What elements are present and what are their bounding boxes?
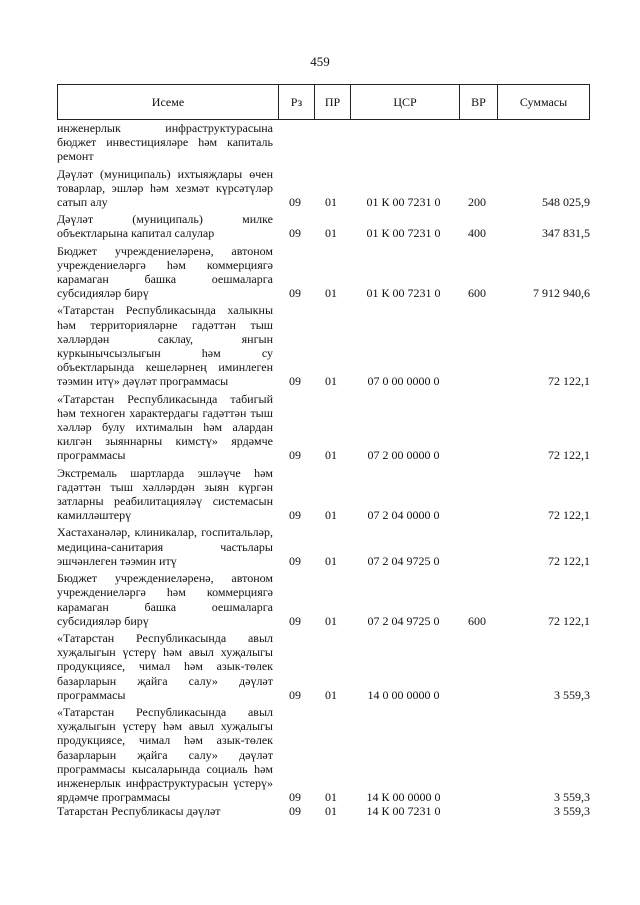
row-name: Экстремаль шартларда эшләүче һәм гадәттән тыш хәлләрдән зыян күргән затларны реабилитацияләү системасын камилләштерү <box>57 465 273 523</box>
table-row <box>57 121 590 164</box>
row-csr: 01 К 00 7231 0 <box>366 286 441 301</box>
header-sum: Суммасы <box>497 85 589 119</box>
row-sum: 548 025,9 <box>542 195 590 210</box>
row-name: «Татарстан Республикасында авыл хуҗалыгын үстерү һәм авыл хуҗалыгы продукциясе, чимал һәм азык-төлек базарларын җайга салу» дәүләт программасы <box>57 630 273 702</box>
row-rz: 09 <box>289 790 301 805</box>
row-pr: 01 <box>325 687 337 702</box>
row-pr: 01 <box>325 508 337 523</box>
row-pr: 01 <box>325 804 337 819</box>
row-csr: 14 0 00 0000 0 <box>367 687 440 702</box>
row-sum: 72 122,1 <box>548 613 590 628</box>
page-number: 459 <box>310 54 330 69</box>
table-row <box>57 631 590 702</box>
row-csr: 01 К 00 7231 0 <box>366 226 441 241</box>
row-csr: 07 2 04 9725 0 <box>367 613 440 628</box>
table-row <box>57 392 590 463</box>
row-rz: 09 <box>289 448 301 463</box>
row-vr: 200 <box>468 195 486 210</box>
row-rz: 09 <box>289 286 301 301</box>
table-row <box>57 303 590 388</box>
row-name: Дәүләт (муниципаль) ихтыяҗлары өчен товарлар, эшләр һәм хезмәт күрсәтүләр сатып алу <box>57 166 273 210</box>
row-name: Бюджет учреждениеләренә, автоном учреждениеләргә һәм коммерциягә карамаган башка оешмаларга субсидияләр бирү <box>57 571 273 628</box>
row-sum: 72 122,1 <box>548 553 590 568</box>
header-pr: ПР <box>314 85 350 119</box>
row-pr: 01 <box>325 374 337 389</box>
row-name: «Татарстан Республикасында авыл хуҗалыгын үстерү һәм авыл хуҗалыгы продукциясе, чимал һәм азык-төлек базарларын җайга салу» дәүләт программасы кысаларында социаль һәм инженерлык инфраструктурасын үстерү» ярдәмче программасы <box>57 704 273 805</box>
row-csr: 07 0 00 0000 0 <box>367 374 440 389</box>
table-row <box>57 244 590 301</box>
row-rz: 09 <box>289 195 301 210</box>
table-row <box>57 705 590 804</box>
row-vr: 600 <box>468 286 486 301</box>
table-row <box>57 525 590 568</box>
row-sum: 3 559,3 <box>554 790 590 805</box>
row-name: Хастаханәләр, клиникалар, госпитальләр, медицина-санитария частьлары эшчәнлеген тәэмин итү <box>57 525 273 568</box>
row-csr: 07 2 04 0000 0 <box>367 508 440 523</box>
row-sum: 72 122,1 <box>548 374 590 389</box>
row-rz: 09 <box>289 374 301 389</box>
row-name: «Татарстан Республикасында табигый һәм техноген характердагы гадәттән тыш хәлләр булу ихтималын һәм алардан килгән зыяннарны кимстү» ярдәмче программасы <box>57 391 273 463</box>
row-rz: 09 <box>289 226 301 241</box>
row-sum: 72 122,1 <box>548 448 590 463</box>
row-pr: 01 <box>325 613 337 628</box>
table-row <box>57 212 590 240</box>
row-rz: 09 <box>289 804 301 819</box>
row-csr: 01 К 00 7231 0 <box>366 195 441 210</box>
row-pr: 01 <box>325 195 337 210</box>
row-pr: 01 <box>325 790 337 805</box>
row-rz: 09 <box>289 508 301 523</box>
row-rz: 09 <box>289 613 301 628</box>
row-csr: 14 К 00 0000 0 <box>366 790 441 805</box>
header-rz: Рз <box>278 85 314 119</box>
row-csr: 07 2 00 0000 0 <box>367 448 440 463</box>
row-vr: 600 <box>468 613 486 628</box>
header-csr: ЦСР <box>350 85 459 119</box>
row-rz: 09 <box>289 687 301 702</box>
row-pr: 01 <box>325 226 337 241</box>
row-pr: 01 <box>325 553 337 568</box>
row-sum: 7 912 940,6 <box>533 286 590 301</box>
table-row <box>57 571 590 628</box>
row-pr: 01 <box>325 448 337 463</box>
row-name: Бюджет учреждениеләренә, автоном учреждениеләргә һәм коммерциягә карамаган башка оешмаларга субсидияләр бирү <box>57 243 273 301</box>
row-csr: 07 2 04 9725 0 <box>367 553 440 568</box>
row-rz: 09 <box>289 553 301 568</box>
row-name: Дәүләт (муниципаль) милке объектларына капитал салулар <box>57 212 273 241</box>
table-header <box>57 84 590 120</box>
row-sum: 3 559,3 <box>554 804 590 819</box>
header-name: Исеме <box>151 94 185 109</box>
row-vr: 400 <box>468 226 486 241</box>
row-sum: 72 122,1 <box>548 508 590 523</box>
row-sum: 3 559,3 <box>554 687 590 702</box>
row-pr: 01 <box>325 286 337 301</box>
header-vr: ВР <box>459 85 497 119</box>
row-name: «Татарстан Республикасында халыкны һәм территорияләрне гадәттән тыш хәлләрдән саклау, янгын куркынычсызлыгын һәм су объектларында кешеләрнең иминлеген тәэмин итү» дәүләт программасы <box>57 303 273 389</box>
table-row <box>57 167 590 210</box>
table-body <box>57 121 590 819</box>
table-row <box>57 804 590 818</box>
row-csr: 14 К 00 7231 0 <box>366 804 441 819</box>
row-name: Татарстан Республикасы дәүләт <box>57 804 221 819</box>
row-name: инженерлык инфраструктурасына бюджет инвестицияләре һәм капиталь ремонт <box>57 121 273 164</box>
row-sum: 347 831,5 <box>542 226 590 241</box>
table-row <box>57 466 590 523</box>
